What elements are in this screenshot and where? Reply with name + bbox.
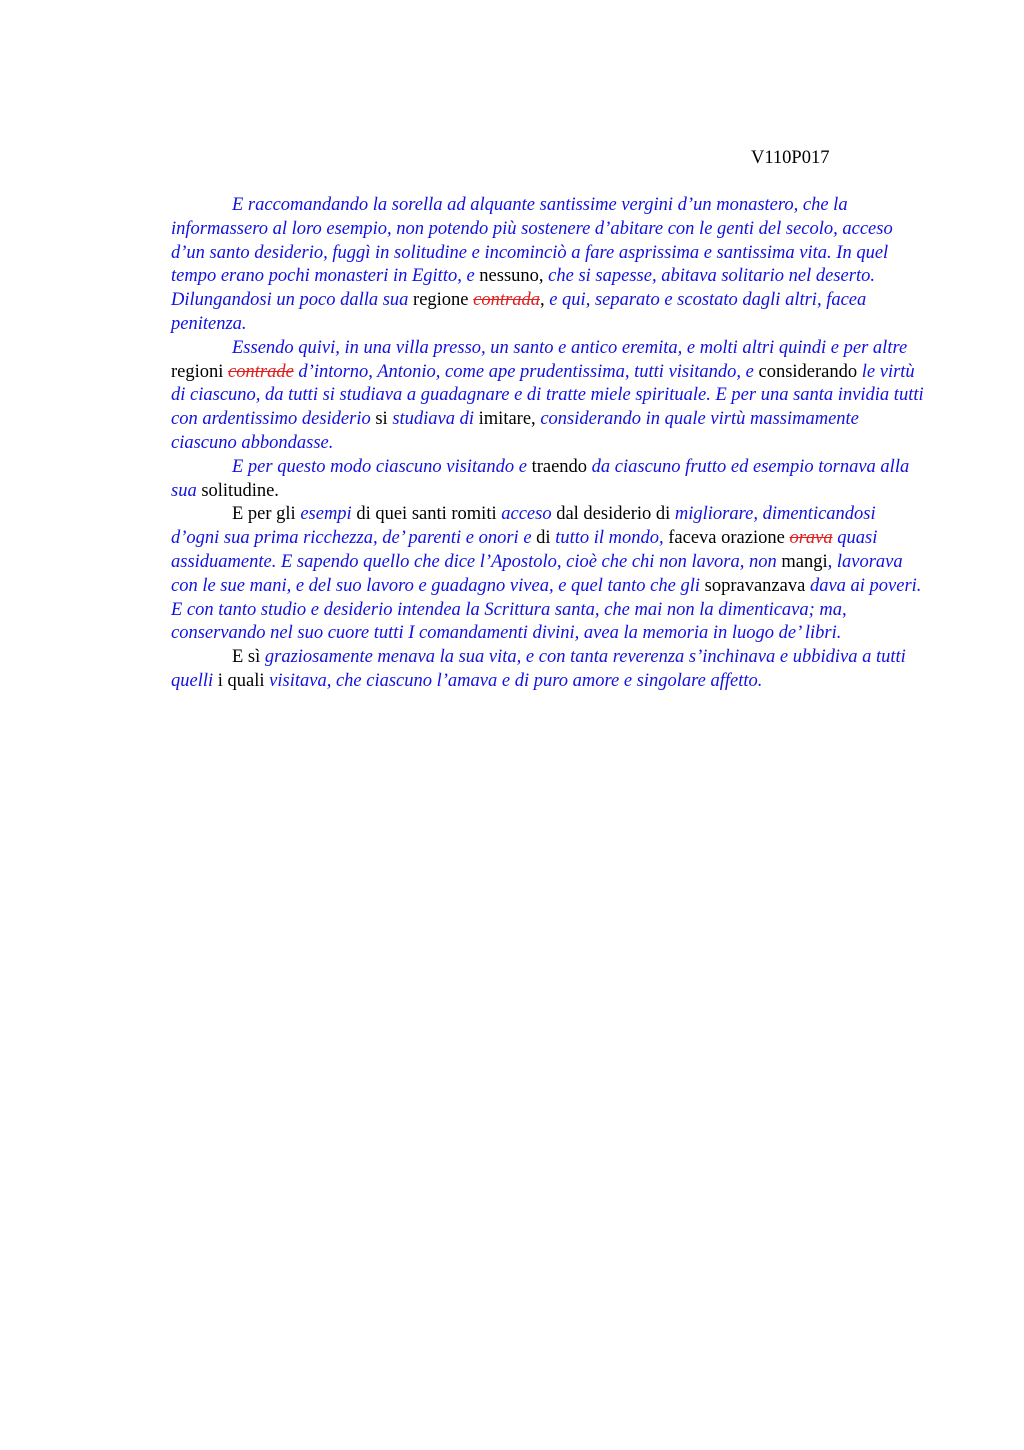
deleted-text: orava — [789, 528, 833, 549]
plain-text: regioni — [171, 361, 229, 382]
paragraph — [171, 337, 927, 456]
plain-text: nessuno, — [479, 266, 549, 287]
translated-text: esempi — [300, 504, 352, 525]
translated-text: migliorare, dimenticandosi d’ogni sua prima ricchezza, de’ parenti e onori e — [171, 504, 876, 549]
translated-text: studiava di — [392, 409, 479, 430]
page-identifier: V110P017 — [751, 148, 830, 168]
plain-text: regione — [413, 290, 474, 311]
plain-text: E sì — [232, 647, 265, 668]
plain-text: di — [536, 528, 556, 549]
translated-text: Essendo quivi, in una villa presso, un santo e antico eremita, e molti altri quindi e per altre — [232, 337, 908, 358]
translated-text: quasi assiduamente. E sapendo quello che dice l’Apostolo, cioè che chi non lavora, non — [171, 528, 878, 572]
translated-text: E raccomandando la sorella ad alquante santissime vergini d’un monastero, che la informassero al loro esempio, non potendo più sostenere d’abitare con le genti del secolo, acceso d’un santo desiderio, fuggì in solitudine e incominciò a fare asprissima e santissima vita. In quel tempo erano pochi monasteri in Egitto, e — [171, 195, 893, 287]
translated-text: tutto il mondo, — [555, 528, 669, 549]
plain-text: mangi — [781, 551, 828, 572]
translated-text: acceso — [501, 504, 552, 525]
plain-text: faceva orazione — [668, 528, 790, 549]
paragraph — [171, 646, 927, 694]
deleted-text: contrada — [473, 290, 540, 311]
plain-text: , — [539, 290, 545, 311]
translated-text: visitava, che ciascuno l’amava e di puro amore e singolare affetto. — [269, 670, 763, 691]
translated-text: che si sapesse, abitava solitario nel deserto. Dilungandosi un poco dalla sua — [171, 266, 875, 311]
translated-text: E per questo modo ciascuno visitando e — [232, 456, 532, 477]
deleted-text: contrade — [228, 361, 294, 382]
paragraph — [171, 503, 927, 646]
translated-text: d’intorno, Antonio, come ape prudentissima, tutti visitando, e — [293, 361, 759, 382]
paragraph — [171, 194, 927, 337]
translated-text: , lavorava con le sue mani, e del suo lavoro e guadagno vivea, e quel tanto che gli — [171, 551, 903, 596]
translated-text: dava ai poveri. E con tanto studio e desiderio intendea la Scrittura santa, che mai non la dimenticava; ma, conservando nel suo cuore tutti I comandamenti divini, avea la memoria in luogo de’ libri. — [171, 575, 922, 644]
translated-text: graziosamente menava la sua vita, e con tanta reverenza s’inchinava e ubbidiva a tutti quelli — [171, 647, 906, 691]
text-body — [171, 194, 927, 694]
translated-text: le virtù di ciascuno, da tutti si studiava a guadagnare e di tratte miele spirituale. E per una santa invidia tutti con ardentissimo desiderio — [171, 361, 924, 430]
translated-text: considerando in quale virtù massimamente ciascuno abbondasse. — [171, 409, 859, 453]
plain-text: i quali — [217, 670, 270, 691]
plain-text: sopravanzava — [704, 575, 810, 596]
plain-text: traendo — [531, 456, 592, 477]
plain-text: dal desiderio di — [551, 504, 675, 525]
plain-text: E per gli — [232, 504, 301, 525]
translated-text: da ciascuno frutto ed esempio tornava alla sua — [171, 456, 910, 501]
plain-text: considerando — [758, 361, 862, 382]
paragraph — [171, 456, 927, 504]
plain-text: solitudine. — [201, 480, 279, 501]
plain-text: si — [375, 409, 393, 430]
plain-text: imitare, — [478, 409, 541, 430]
plain-text: di quei santi romiti — [351, 504, 502, 525]
translated-text: e qui, separato e scostato dagli altri, facea penitenza. — [171, 290, 867, 334]
